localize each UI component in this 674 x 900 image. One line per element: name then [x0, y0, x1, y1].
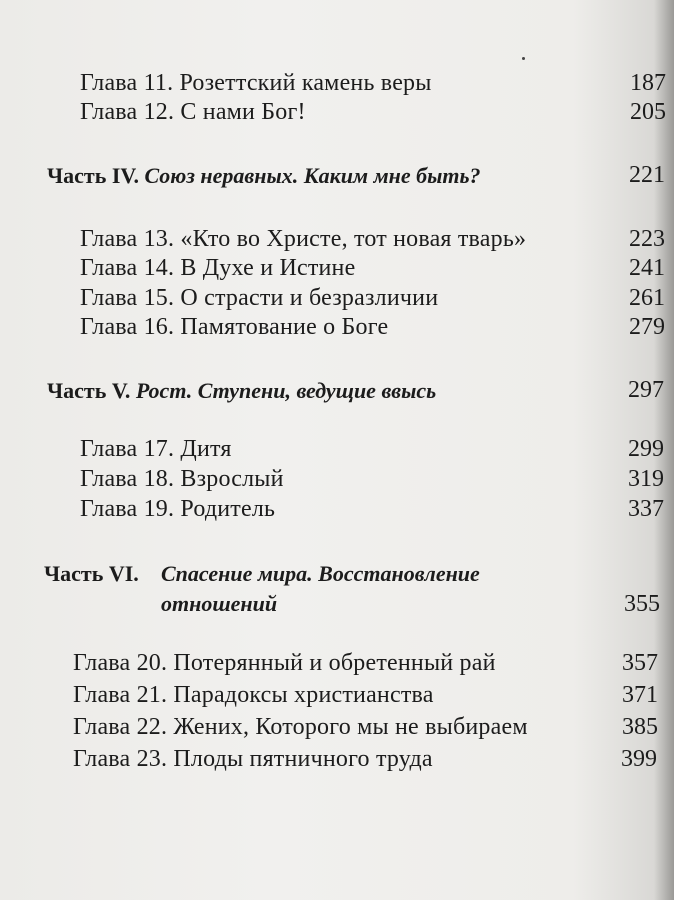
chapter-11-title: Глава 11. Розеттский камень веры — [80, 70, 432, 96]
chapter-18-title: Глава 18. Взрослый — [80, 466, 284, 492]
chapter-16-title: Глава 16. Памятование о Боге — [80, 314, 389, 340]
part-4-page: 221 — [629, 162, 665, 188]
chapter-17-title: Глава 17. Дитя — [80, 436, 232, 462]
toc-entry-chapter-23 — [73, 746, 433, 773]
chapter-12-page: 205 — [630, 99, 666, 125]
toc-entry-chapter-22 — [73, 714, 528, 741]
toc-entry-chapter-21 — [73, 682, 434, 709]
chapter-20-page: 357 — [622, 650, 658, 676]
toc-entry-part-5 — [47, 378, 436, 404]
chapter-14-page: 241 — [629, 255, 665, 281]
part-4-label: Часть IV. — [47, 163, 139, 188]
part-6-title-line-2 — [161, 591, 277, 617]
chapter-23-page: 399 — [621, 746, 657, 772]
part-4-title: Союз неравных. Каким мне быть? — [144, 163, 481, 188]
chapter-17-page: 299 — [628, 436, 664, 462]
toc-entry-chapter-13 — [80, 226, 526, 253]
chapter-13-page: 223 — [629, 226, 665, 252]
part-5-page: 297 — [628, 377, 664, 403]
chapter-12-title: Глава 12. С нами Бог! — [80, 99, 306, 125]
part-6-title-1: Спасение мира. Восстановление — [161, 561, 480, 586]
toc-entry-chapter-12 — [80, 99, 306, 126]
toc-entry-chapter-18 — [80, 466, 284, 493]
chapter-14-title: Глава 14. В Духе и Истине — [80, 255, 356, 281]
chapter-21-title: Глава 21. Парадоксы христианства — [73, 682, 434, 708]
toc-entry-part-4 — [47, 163, 481, 189]
speck — [522, 57, 525, 60]
chapter-21-page: 371 — [622, 682, 658, 708]
chapter-18-page: 319 — [628, 466, 664, 492]
part-5-label: Часть V. — [47, 378, 131, 403]
toc-entry-chapter-19 — [80, 496, 275, 523]
toc-entry-chapter-17 — [80, 436, 232, 463]
chapter-15-page: 261 — [629, 285, 665, 311]
chapter-15-title: Глава 15. О страсти и безразличии — [80, 285, 439, 311]
chapter-19-page: 337 — [628, 496, 664, 522]
part-6-page: 355 — [624, 591, 660, 617]
chapter-16-page: 279 — [629, 314, 665, 340]
toc-entry-chapter-14 — [80, 255, 355, 282]
chapter-11-page: 187 — [630, 70, 666, 96]
part-6-label: Часть VI. — [44, 561, 139, 586]
chapter-23-title: Глава 23. Плоды пятничного труда — [73, 746, 433, 772]
chapter-19-title: Глава 19. Родитель — [80, 496, 276, 522]
chapter-13-title: Глава 13. «Кто во Христе, тот новая тварь» — [80, 226, 527, 252]
part-6-title-2: отношений — [161, 591, 278, 616]
chapter-20-title: Глава 20. Потерянный и обретенный рай — [73, 650, 496, 676]
part-5-title: Рост. Ступени, ведущие ввысь — [135, 378, 437, 403]
chapter-22-title: Глава 22. Жених, Которого мы не выбираем — [73, 714, 528, 740]
chapter-22-page: 385 — [622, 714, 658, 740]
part-6-title-line-1 — [161, 561, 480, 587]
toc-entry-chapter-11 — [80, 70, 432, 97]
toc-entry-chapter-20 — [73, 650, 496, 677]
toc-entry-chapter-16 — [80, 314, 388, 341]
toc-entry-part-6 — [44, 561, 139, 587]
toc-entry-chapter-15 — [80, 285, 438, 312]
